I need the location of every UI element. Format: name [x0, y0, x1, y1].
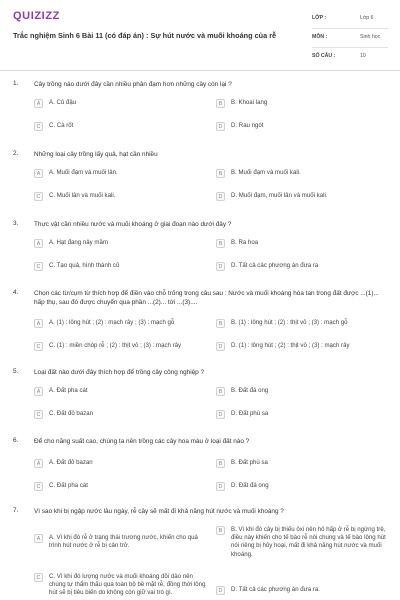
- option-letter-box: D: [216, 192, 225, 201]
- option-text: A. (1) : lông hút ; (2) : mạch rây ; (3) : mạch gỗ: [49, 319, 175, 326]
- option-text: D. Muối đạm, muối lân và muối kali.: [231, 192, 328, 199]
- option-letter-box: B: [216, 526, 225, 535]
- option-letter-box: C: [34, 342, 43, 351]
- option-letter-box: D: [216, 586, 225, 595]
- option-d[interactable]: [216, 262, 391, 271]
- option-text: B. Khoai lang: [231, 99, 268, 106]
- option-letter-box: A: [34, 534, 43, 543]
- option-letter-box: A: [34, 169, 43, 178]
- worksheet-meta: [312, 10, 388, 66]
- option-b[interactable]: [216, 169, 381, 178]
- question-text: Thực vật cần nhiều nước và muối khoáng ở giai đoạn nào dưới đây ?: [34, 221, 232, 228]
- option-text: B. Đất đá ong: [231, 387, 269, 394]
- question-text: Những loại cây trồng lấy quả, hạt cần nhiều: [34, 151, 158, 158]
- option-text: D. Tất cả các phương án đưa ra: [231, 262, 319, 269]
- option-text: D. Rau ngót: [231, 122, 264, 129]
- option-letter-box: D: [216, 410, 225, 419]
- meta-label: MÔN :: [312, 34, 328, 40]
- option-letter-box: A: [34, 459, 43, 468]
- meta-row-subject: [312, 29, 388, 48]
- option-letter-box: D: [216, 342, 225, 351]
- option-letter-box: A: [34, 387, 43, 396]
- worksheet-header: [0, 0, 400, 71]
- option-a[interactable]: [34, 387, 199, 396]
- option-text: A. Củ đậu: [49, 99, 77, 106]
- option-text: D. Đất đá ong: [231, 482, 269, 489]
- option-c[interactable]: [34, 192, 199, 201]
- option-text: B. (1) : lông hút ; (2) : thịt vỏ ; (3) : mạch gỗ: [231, 319, 348, 326]
- option-a[interactable]: [34, 239, 199, 248]
- option-letter-box: D: [216, 122, 225, 131]
- option-letter-box: B: [216, 169, 225, 178]
- option-letter-box: A: [34, 239, 43, 248]
- option-letter-box: B: [216, 99, 225, 108]
- option-d[interactable]: [216, 192, 391, 201]
- option-letter-box: C: [34, 262, 43, 271]
- option-d[interactable]: [216, 586, 391, 595]
- option-text: A. Đất đỏ bazan: [49, 459, 93, 466]
- option-d[interactable]: [216, 342, 396, 351]
- option-text: D. Tất cả các phương án đưa ra.: [231, 586, 320, 593]
- question-number: 7.: [13, 507, 19, 514]
- option-d[interactable]: [216, 122, 381, 131]
- option-letter-box: C: [34, 410, 43, 419]
- option-b[interactable]: [216, 526, 391, 559]
- question-text: Loại đất nào dưới đây thích hợp để trồng cây công nghiệp ?: [34, 369, 205, 376]
- option-text: C. Muối lân và muối kali.: [49, 192, 116, 199]
- option-b[interactable]: [216, 319, 396, 328]
- option-letter-box: C: [34, 192, 43, 201]
- option-text: B. Ra hoa: [231, 239, 259, 246]
- option-c[interactable]: [34, 410, 199, 419]
- meta-label: SỐ CÂU :: [312, 53, 336, 59]
- question-number: 5.: [13, 368, 19, 375]
- option-text: A. Đất pha cát: [49, 387, 88, 394]
- option-d[interactable]: [216, 410, 381, 419]
- question-text: Chọn các từ/cụm từ thích hợp để điền vào chỗ trống trong câu sau : Nước và muối khoáng hòa tan trong đất được ...(1)... hấp thụ, sau đó được chuyển qua phần ...(2)... tới ...(3)....: [34, 290, 379, 306]
- question-number: 1.: [13, 80, 19, 87]
- option-a[interactable]: [34, 534, 209, 550]
- meta-row-question-count: [312, 48, 388, 66]
- option-text: A. Vì khi đó rễ ở trạng thái trương nước, khiến cho quá trình hút nước ở rễ bị cản trở.: [49, 534, 198, 550]
- option-d[interactable]: [216, 482, 381, 491]
- question-text: Cây trồng nào dưới đây cần nhiều phân đạm hơn những cây còn lại ?: [34, 81, 232, 88]
- option-text: A. Muối đạm và muối lân.: [49, 169, 118, 176]
- meta-value: 10: [360, 53, 366, 59]
- option-letter-box: B: [216, 239, 225, 248]
- option-text: C. Đất pha cát: [49, 482, 88, 489]
- question-number: 4.: [13, 289, 19, 296]
- option-text: C. Đất đỏ bazan: [49, 410, 94, 417]
- option-letter-box: C: [34, 122, 43, 131]
- question-number: 2.: [13, 150, 19, 157]
- question-text: Để cho năng suất cao, chúng ta nên trồng các cây hoa màu ở loại đất nào ?: [34, 438, 250, 445]
- option-a[interactable]: [34, 99, 199, 108]
- meta-value: Sinh học: [360, 34, 381, 40]
- option-letter-box: D: [216, 262, 225, 271]
- question-number: 6.: [13, 437, 19, 444]
- meta-row-grade: [312, 10, 388, 29]
- question-number: 3.: [13, 220, 19, 227]
- option-a[interactable]: [34, 169, 199, 178]
- meta-value: Lớp 6: [360, 15, 374, 21]
- option-a[interactable]: [34, 319, 209, 328]
- option-letter-box: B: [216, 319, 225, 328]
- option-b[interactable]: [216, 99, 381, 108]
- option-letter-box: C: [34, 573, 43, 582]
- option-letter-box: A: [34, 99, 43, 108]
- option-text: B. Đất phù sa: [231, 459, 268, 466]
- option-text: B. Muối đạm và muối kali.: [231, 169, 301, 176]
- option-letter-box: B: [216, 387, 225, 396]
- option-b[interactable]: [216, 459, 381, 468]
- option-text: C. Cà rốt: [49, 122, 74, 129]
- option-letter-box: B: [216, 459, 225, 468]
- quizizz-logo: QUIZIZZ: [13, 10, 60, 22]
- option-c[interactable]: [34, 482, 199, 491]
- meta-label: LỚP :: [312, 15, 327, 21]
- worksheet-title: Trắc nghiệm Sinh 6 Bài 11 (có đáp án) : Sự hút nước và muối khoáng của rễ: [13, 31, 277, 40]
- option-b[interactable]: [216, 239, 381, 248]
- option-text: C. Vì khi đó lượng nước và muối khoáng dồi dào nên chúng tự thẩm thấu qua toàn bộ bề mặt rễ, đồng thời lông hút sẽ bị tiêu biến do không còn giữ vai trò gì.: [49, 573, 206, 597]
- option-letter-box: C: [34, 482, 43, 491]
- option-b[interactable]: [216, 387, 381, 396]
- option-a[interactable]: [34, 459, 199, 468]
- option-text: C. Tạo quả, hình thành củ: [49, 262, 120, 269]
- option-letter-box: A: [34, 319, 43, 328]
- option-text: A. Hạt đang nảy mầm: [49, 239, 108, 246]
- option-c[interactable]: [34, 342, 214, 351]
- question-text: Vì sao khi bị ngập nước lâu ngày, rễ cây sẽ mất đi khả năng hút nước và muối khoáng ?: [34, 508, 284, 515]
- option-text: D. Đất phù sa: [231, 410, 269, 417]
- option-c[interactable]: [34, 262, 199, 271]
- option-text: C. (1) : miền chóp rễ ; (2) : thịt vỏ ; (3) : mạch rây: [49, 342, 182, 349]
- option-c[interactable]: [34, 122, 199, 131]
- option-text: D. (1) : lông hút ; (2) : thịt vỏ ; (3) : mạch rây: [231, 342, 350, 349]
- option-letter-box: D: [216, 482, 225, 491]
- option-text: B. Vì khi đó cây bị thiếu ôxi nên hô hấp ở rễ bị ngừng trệ, điều này khiến cho tế bào rễ nói chung và tế bào lông hút nói riêng bị hủy hoại, mất đi khả năng hút nước và muối khoáng.: [231, 526, 386, 558]
- option-c[interactable]: [34, 573, 209, 598]
